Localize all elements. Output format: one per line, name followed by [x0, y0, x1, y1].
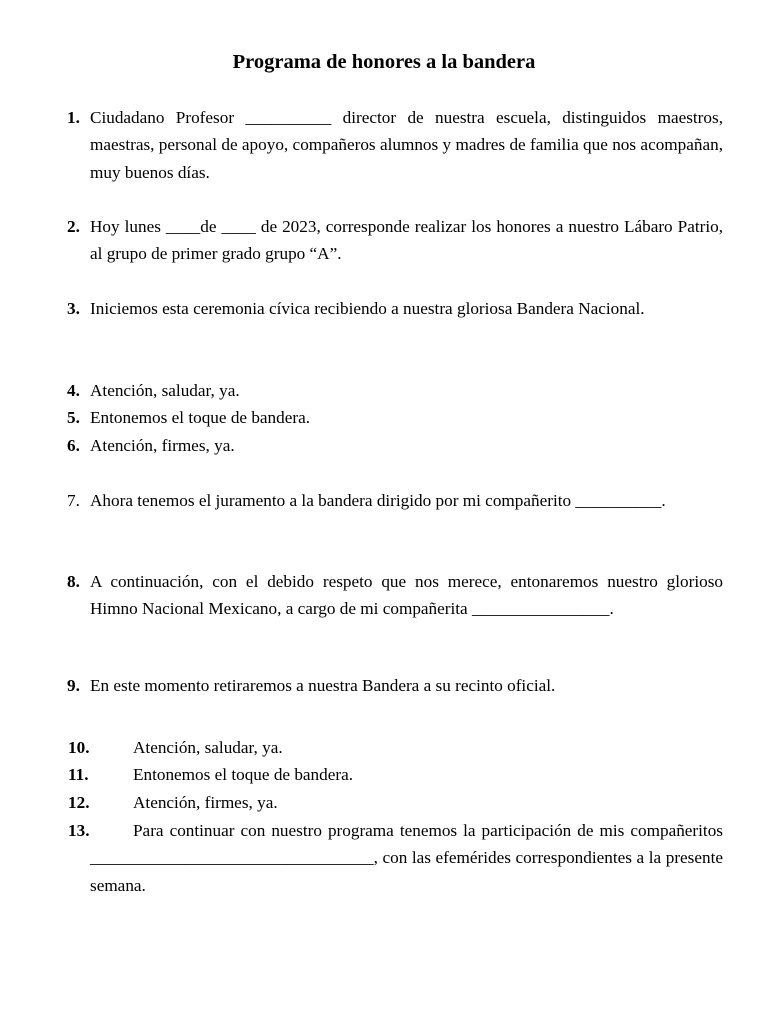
item-number: 13. [68, 821, 90, 840]
item-text: Ahora tenemos el juramento a la bandera dirigido por mi compañerito __________. [90, 491, 666, 510]
item-number: 5. [67, 408, 80, 427]
item-text: Entonemos el toque de bandera. [133, 765, 354, 784]
list-item [67, 104, 723, 186]
list-item [67, 432, 723, 459]
item-text: Atención, saludar, ya. [90, 381, 240, 400]
item-text: Entonemos el toque de bandera. [90, 408, 311, 427]
item-text: Atención, firmes, ya. [133, 793, 278, 812]
list-item [67, 761, 723, 788]
item-number: 12. [68, 793, 90, 812]
item-number: 7. [67, 491, 80, 510]
item-text: A continuación, con el debido respeto que nos merece, entonaremos nuestro glorioso Himno Nacional Mexicano, a cargo de mi compañerita ________________. [90, 572, 723, 619]
list-item [67, 672, 723, 699]
item-text: En este momento retiraremos a nuestra Bandera a su recinto oficial. [90, 676, 556, 695]
item-number: 1. [67, 108, 80, 127]
list-item [67, 487, 723, 514]
list-item [67, 213, 723, 268]
item-text: Atención, firmes, ya. [90, 436, 235, 455]
item-number: 10. [68, 738, 90, 757]
item-number: 2. [67, 217, 80, 236]
list-item [67, 568, 723, 623]
document-title: Programa de honores a la bandera [232, 51, 536, 73]
item-number: 11. [68, 765, 89, 784]
list-item [67, 295, 723, 322]
item-number: 9. [67, 676, 80, 695]
list-item [67, 377, 723, 404]
item-number: 4. [67, 381, 80, 400]
item-text: Para continuar con nuestro programa tenemos la participación de mis compañeritos _________________________________, con las efemérides correspondientes a la presente semana. [90, 821, 723, 895]
item-text: Ciudadano Profesor __________ director de nuestra escuela, distinguidos maestros, maestras, personal de apoyo, compañeros alumnos y madres de familia que nos acompañan, muy buenos días. [90, 108, 723, 182]
list-item [67, 404, 723, 431]
item-text: Hoy lunes ____de ____ de 2023, corresponde realizar los honores a nuestro Lábaro Patrio, al grupo de primer grado grupo “A”. [90, 217, 723, 264]
list-item [67, 734, 723, 761]
list-item [67, 817, 723, 899]
item-number: 6. [67, 436, 80, 455]
item-text: Atención, saludar, ya. [133, 738, 283, 757]
item-number: 3. [67, 299, 80, 318]
list-item [67, 789, 723, 816]
item-number: 8. [67, 572, 80, 591]
item-text: Iniciemos esta ceremonia cívica recibiendo a nuestra gloriosa Bandera Nacional. [90, 299, 645, 318]
